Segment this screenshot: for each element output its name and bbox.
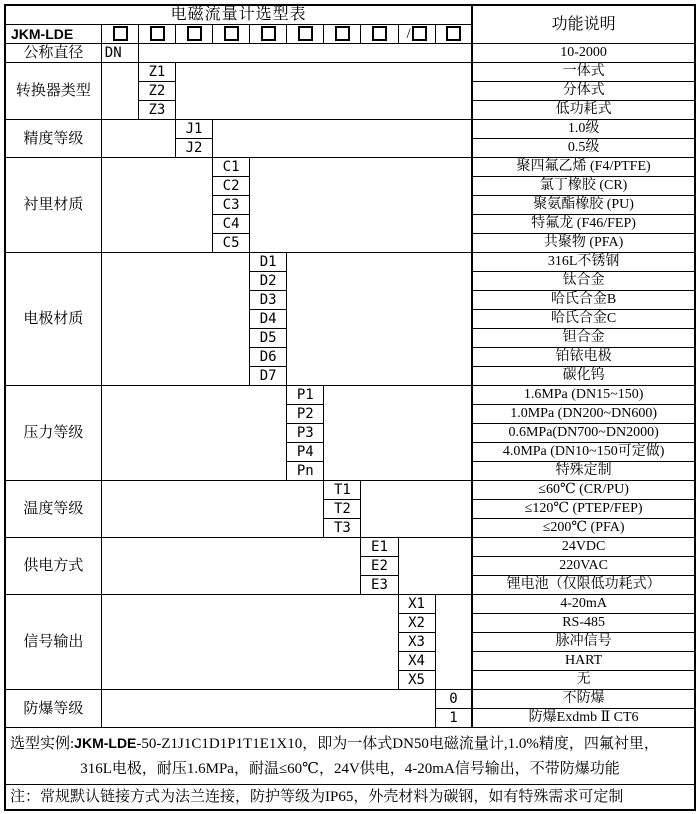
category-label: 信号输出 — [5, 595, 101, 690]
checkbox-icon — [150, 26, 165, 41]
code-cell: D6 — [250, 348, 287, 367]
code-cell-dn: DN — [101, 44, 138, 63]
selection-table — [4, 4, 696, 811]
filler-cell — [287, 253, 472, 386]
code-cell: 1 — [435, 709, 472, 728]
desc-cell: 特殊定制 — [472, 462, 695, 481]
code-cell: X2 — [398, 614, 435, 633]
desc-cell: ≤120℃ (PTEP/FEP) — [472, 500, 695, 519]
filler-cell — [250, 158, 473, 253]
example-line-1 — [10, 731, 690, 757]
code-cell: J1 — [175, 120, 212, 139]
category-label: 电极材质 — [5, 253, 101, 386]
code-cell: P1 — [287, 386, 324, 405]
example-code-rest: -50-Z1J1C1D1P1T1E1X10，即为一体式DN50电磁流量计,1.0%精度，四氟衬里， — [136, 735, 659, 752]
filler-cell — [101, 538, 361, 595]
code-cell: E2 — [361, 557, 398, 576]
desc-cell: ≤200℃ (PFA) — [472, 519, 695, 538]
filler-cell — [435, 595, 472, 690]
desc-cell: 4.0MPa (DN10~150可定做) — [472, 443, 695, 462]
model-checkbox-cell — [361, 25, 398, 44]
desc-cell: 特氟龙 (F46/FEP) — [472, 215, 695, 234]
filler-cell — [213, 120, 473, 158]
category-label: 防爆等级 — [5, 690, 101, 728]
desc-cell: 钽合金 — [472, 329, 695, 348]
desc-cell: 1.0MPa (DN200~DN600) — [472, 405, 695, 424]
filler-cell — [324, 386, 472, 481]
code-cell: D5 — [250, 329, 287, 348]
example-line-2: 316L电极，耐压1.6MPa，耐温≤60℃，24V供电，4-20mA信号输出，不带防爆功能 — [80, 760, 620, 777]
footnote: 注：常规默认链接方式为法兰连接，防护等级为IP65，外壳材料为碳钢，如有特殊需求可定制 — [5, 785, 695, 811]
model-checkbox-cell — [101, 25, 138, 44]
code-cell: C4 — [213, 215, 250, 234]
checkbox-icon — [261, 26, 276, 41]
filler-cell — [101, 63, 138, 120]
model-checkbox-cell — [287, 25, 324, 44]
category-label: 压力等级 — [5, 386, 101, 481]
filler-cell — [398, 538, 472, 595]
model-checkbox-cell — [175, 25, 212, 44]
model-checkbox-cell — [250, 25, 287, 44]
filler-cell — [101, 595, 398, 690]
filler-cell — [101, 253, 249, 386]
code-cell: Z3 — [138, 101, 175, 120]
desc-cell: 防爆Exdmb Ⅱ CT6 — [472, 709, 695, 728]
desc-cell: 1.6MPa (DN15~150) — [472, 386, 695, 405]
desc-cell: 无 — [472, 671, 695, 690]
checkbox-icon — [372, 26, 387, 41]
desc-cell: HART — [472, 652, 695, 671]
code-cell: P2 — [287, 405, 324, 424]
desc-cell: 哈氏合金B — [472, 291, 695, 310]
desc-cell: 哈氏合金C — [472, 310, 695, 329]
model-prefix: JKM-LDE — [5, 25, 101, 44]
category-label: 温度等级 — [5, 481, 101, 538]
desc-cell: 碳化钨 — [472, 367, 695, 386]
code-cell: X1 — [398, 595, 435, 614]
filler-cell — [175, 63, 472, 120]
desc-cell: 脉冲信号 — [472, 633, 695, 652]
code-cell: X3 — [398, 633, 435, 652]
code-cell: C2 — [213, 177, 250, 196]
code-cell: T1 — [324, 481, 361, 500]
desc-cell: 钛合金 — [472, 272, 695, 291]
filler-cell — [101, 386, 286, 481]
model-checkbox-cell — [213, 25, 250, 44]
checkbox-icon — [187, 26, 202, 41]
desc-cell: 不防爆 — [472, 690, 695, 709]
model-checkbox-cell — [324, 25, 361, 44]
desc-cell: 0.5级 — [472, 139, 695, 158]
model-checkbox-cell — [398, 25, 435, 44]
code-cell: C5 — [213, 234, 250, 253]
model-checkbox-cell — [435, 25, 472, 44]
code-cell: T2 — [324, 500, 361, 519]
code-cell: E3 — [361, 576, 398, 595]
desc-cell: 1.0级 — [472, 120, 695, 139]
desc-cell: 0.6MPa(DN700~DN2000) — [472, 424, 695, 443]
code-cell: D2 — [250, 272, 287, 291]
code-cell: Z1 — [138, 63, 175, 82]
example-prefix: 选型实例: — [10, 735, 75, 752]
code-cell: D4 — [250, 310, 287, 329]
code-cell: P4 — [287, 443, 324, 462]
desc-cell: 聚四氟乙烯 (F4/PTFE) — [472, 158, 695, 177]
code-cell: X4 — [398, 652, 435, 671]
code-cell: D1 — [250, 253, 287, 272]
checkbox-icon — [298, 26, 313, 41]
code-cell: T3 — [324, 519, 361, 538]
desc-cell: RS-485 — [472, 614, 695, 633]
code-cell: X5 — [398, 671, 435, 690]
desc-cell: 共聚物 (PFA) — [472, 234, 695, 253]
filler-cell — [101, 690, 435, 728]
table-title: 电磁流量计选型表 — [5, 5, 472, 25]
desc-cell: 低功耗式 — [472, 101, 695, 120]
selection-example — [5, 728, 695, 785]
category-label: 精度等级 — [5, 120, 101, 158]
desc-cell: 一体式 — [472, 63, 695, 82]
filler-cell — [138, 44, 472, 63]
code-cell: J2 — [175, 139, 212, 158]
desc-cell: ≤60℃ (CR/PU) — [472, 481, 695, 500]
checkbox-icon — [446, 26, 461, 41]
code-cell: C3 — [213, 196, 250, 215]
desc-cell: 24VDC — [472, 538, 695, 557]
model-checkbox-cell — [138, 25, 175, 44]
category-label: 供电方式 — [5, 538, 101, 595]
example-model-code: JKM-LDE — [74, 734, 137, 751]
desc-cell: 4-20mA — [472, 595, 695, 614]
category-label: 衬里材质 — [5, 158, 101, 253]
code-cell: Z2 — [138, 82, 175, 101]
filler-cell — [101, 158, 212, 253]
checkbox-icon — [335, 26, 350, 41]
desc-cell: 10-2000 — [472, 44, 695, 63]
filler-cell — [101, 481, 324, 538]
filler-cell — [101, 120, 175, 158]
desc-cell: 聚氨酯橡胶 (PU) — [472, 196, 695, 215]
checkbox-icon — [412, 26, 427, 41]
code-cell: C1 — [213, 158, 250, 177]
code-cell: Pn — [287, 462, 324, 481]
checkbox-icon — [224, 26, 239, 41]
desc-cell: 氯丁橡胶 (CR) — [472, 177, 695, 196]
filler-cell — [361, 481, 472, 538]
desc-cell: 锂电池（仅限低功耗式） — [472, 576, 695, 595]
function-desc-header: 功能说明 — [472, 5, 695, 44]
desc-cell: 铂铱电极 — [472, 348, 695, 367]
desc-cell: 316L不锈钢 — [472, 253, 695, 272]
code-cell: D3 — [250, 291, 287, 310]
category-label: 转换器类型 — [5, 63, 101, 120]
desc-cell: 220VAC — [472, 557, 695, 576]
code-cell: D7 — [250, 367, 287, 386]
checkbox-icon — [113, 26, 128, 41]
code-cell: E1 — [361, 538, 398, 557]
category-label-diameter: 公称直径 — [5, 44, 101, 63]
slash-mark: / — [406, 26, 411, 42]
code-cell: P3 — [287, 424, 324, 443]
desc-cell: 分体式 — [472, 82, 695, 101]
code-cell: 0 — [435, 690, 472, 709]
